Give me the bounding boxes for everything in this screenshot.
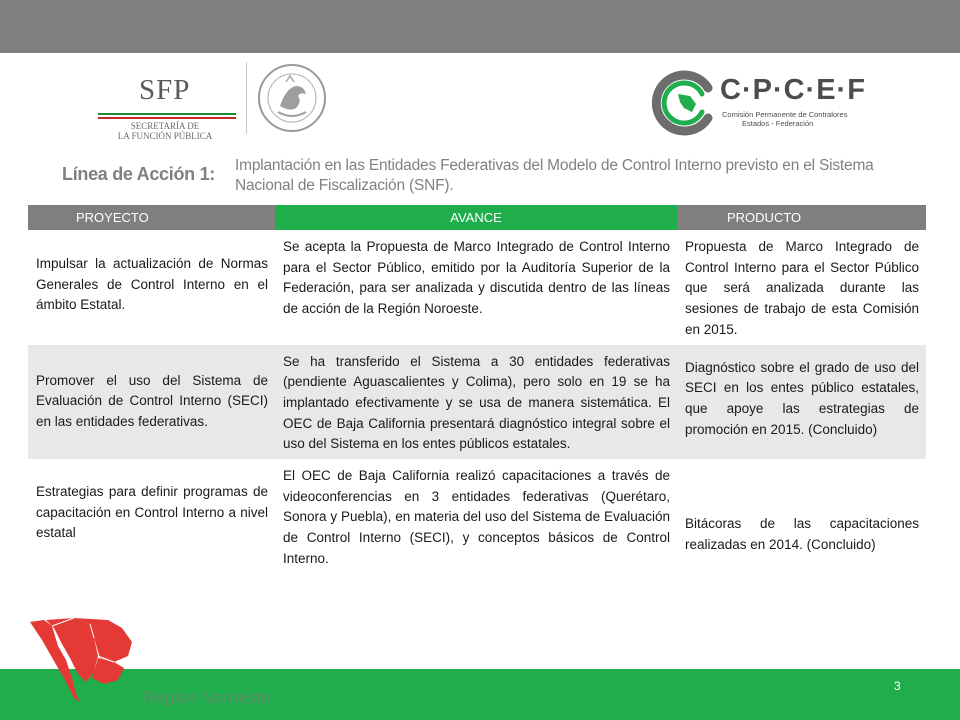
sfp-subtitle-line2: LA FUNCIÓN PÚBLICA (117, 131, 213, 141)
sfp-logo-letters: SFP (139, 74, 191, 106)
cell-proyecto: Estrategias para definir programas de capacitación en Control Interno a nivel estatal (28, 459, 275, 574)
cell-producto: Bitácoras de las capacitaciones realizadas en 2014. (Concluido) (677, 459, 926, 574)
sfp-logo-green-line (98, 113, 236, 115)
cell-avance: Se ha transferido el Sistema a 30 entidades federativas (pendiente Aguascalientes y Colima), pero solo en 19 se ha implantado efectivamente y se usa de manera sistemática. El OEC de Baja California presentará diagnóstico integral sobre el uso del Sistema en los entes públicos estatales. (275, 345, 677, 460)
sfp-logo-subtitle (96, 121, 234, 141)
table-header-row (28, 205, 926, 230)
cell-producto: Propuesta de Marco Integrado de Control Interno para el Sector Público que será analizada durante las sesiones de trabajo de esta Comisión en 2015. (677, 230, 926, 345)
cpcef-logo-subtitle (722, 110, 847, 128)
sfp-logo (96, 70, 236, 140)
cpcef-logo-mark-icon (650, 68, 720, 138)
sfp-logo-red-line (98, 117, 236, 119)
cell-avance: Se acepta la Propuesta de Marco Integrado de Control Interno para el Sector Público, emitido por la Auditoría Superior de la Federación, para ser analizada y discutida dentro de las líneas de acción de la Región Noroeste. (275, 230, 677, 345)
cpcef-logo (650, 68, 866, 138)
table-row (28, 230, 926, 345)
table-row (28, 459, 926, 574)
cell-avance: El OEC de Baja California realizó capacitaciones a través de videoconferencias en 3 entidades federativas (Querétaro, Sonora y Puebla), en materia del uso del Sistema de Evaluación de Control Interno (SECI), y conceptos básicos de Control Interno. (275, 459, 677, 574)
sfp-subtitle-line1: SECRETARÍA DE (130, 121, 200, 131)
action-line-description: Implantación en las Entidades Federativas del Modelo de Control Interno previsto en el Sistema Nacional de Fiscalización (SNF). (235, 157, 874, 194)
table-row (28, 345, 926, 460)
column-header-proyecto: PROYECTO (28, 205, 275, 230)
top-bar (0, 0, 960, 53)
northwest-region-map-icon (28, 616, 148, 706)
column-header-avance: AVANCE (275, 205, 677, 230)
cell-producto: Diagnóstico sobre el grado de uso del SECI en los entes público estatales, que apoye las estrategias de promoción en 2015. (Concluido) (677, 345, 926, 460)
mexico-seal-icon (256, 62, 328, 134)
projects-table (28, 205, 926, 574)
cpcef-subtitle-line2: Estados - Federación (742, 119, 814, 128)
cpcef-logo-title: C·P·C·E·F (720, 74, 866, 106)
cell-proyecto: Impulsar la actualización de Normas Generales de Control Interno en el ámbito Estatal. (28, 230, 275, 345)
page-number: 3 (894, 679, 901, 693)
cpcef-subtitle-line1: Comisión Permanente de Contralores (722, 110, 848, 119)
logo-divider (246, 62, 247, 134)
region-label: Región Noroeste (143, 688, 271, 707)
column-header-producto: PRODUCTO (677, 205, 926, 230)
cell-proyecto: Promover el uso del Sistema de Evaluación de Control Interno (SECI) en las entidades federativas. (28, 345, 275, 460)
action-line-label: Línea de Acción 1: (62, 164, 215, 184)
